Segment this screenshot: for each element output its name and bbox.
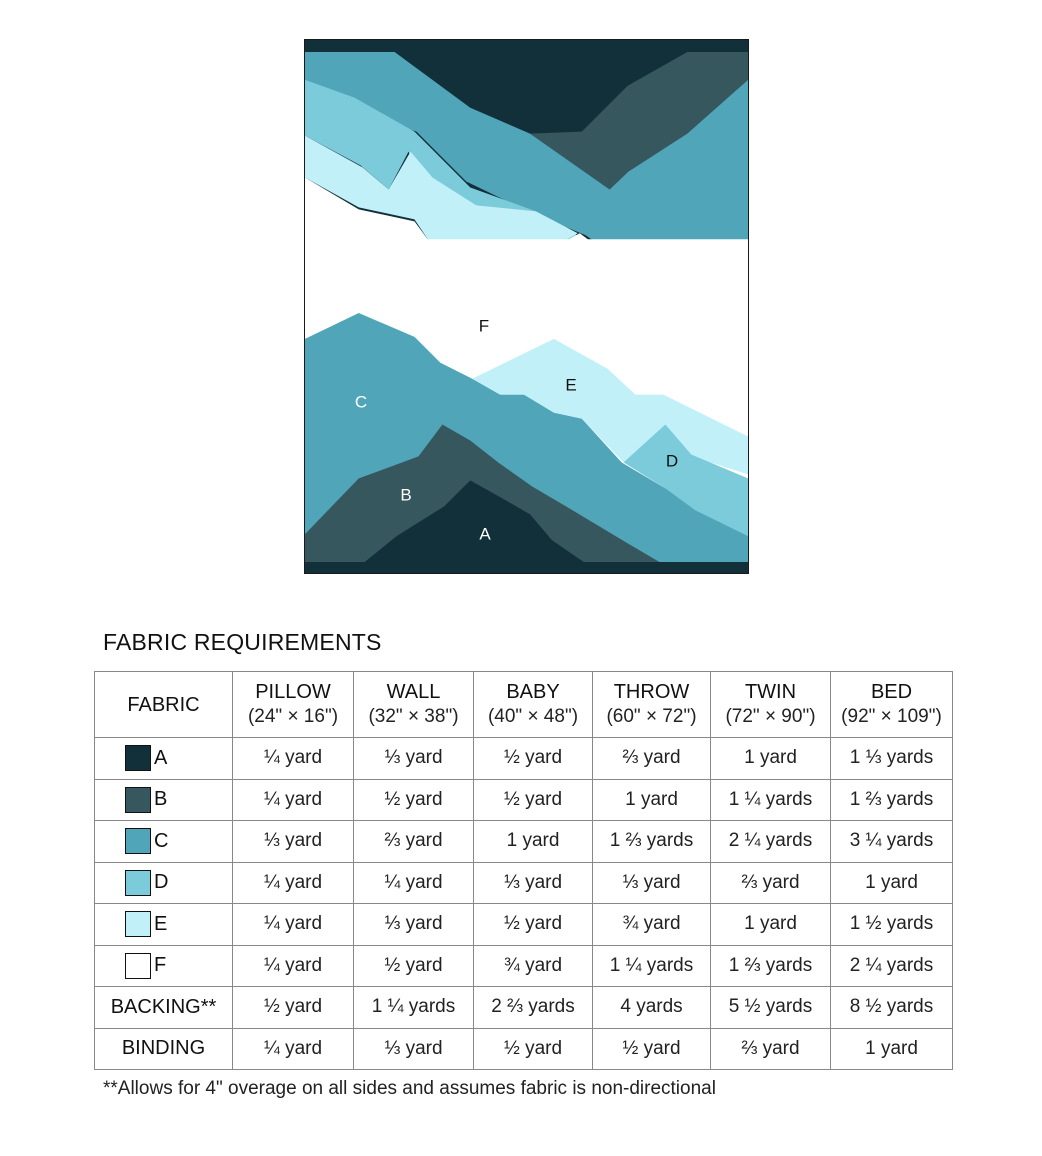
table-cell: 1 ⅓ yards <box>831 738 953 780</box>
quilt-svg <box>305 40 748 573</box>
section-title: FABRIC REQUIREMENTS <box>103 629 382 655</box>
size-dimensions: (40" × 48") <box>487 706 579 728</box>
fabric-swatch <box>125 911 151 937</box>
table-cell: 2 ¼ yards <box>831 945 953 987</box>
table-cell: ⅔ yard <box>354 821 474 863</box>
table-cell: ⅓ yard <box>354 904 474 946</box>
fabric-letter: B <box>154 788 168 811</box>
table-cell: 1 yard <box>831 862 953 904</box>
table-cell: 1 yard <box>593 779 711 821</box>
fabric-cell <box>95 821 233 863</box>
table-cell: ½ yard <box>354 779 474 821</box>
fabric-requirements-table <box>94 671 953 1070</box>
size-name: THROW <box>613 681 690 704</box>
table-cell: 4 yards <box>593 987 711 1029</box>
table-cell: ⅓ yard <box>593 862 711 904</box>
table-cell: ½ yard <box>474 738 593 780</box>
fabric-label <box>95 911 232 937</box>
table-cell: 5 ½ yards <box>711 987 831 1029</box>
quilt-label-b: B <box>400 485 412 505</box>
size-name: WALL <box>386 681 441 704</box>
table-cell: ½ yard <box>474 1028 593 1070</box>
quilt-diagram <box>304 39 749 574</box>
fabric-cell <box>95 904 233 946</box>
extra-row-1 <box>95 1028 953 1070</box>
fabric-letter: C <box>154 829 169 852</box>
table-cell: 1 yard <box>711 738 831 780</box>
table-cell: 1 ⅔ yards <box>711 945 831 987</box>
fabric-swatch <box>125 870 151 896</box>
table-cell: 1 ½ yards <box>831 904 953 946</box>
table-cell: ¾ yard <box>593 904 711 946</box>
fabric-label <box>95 787 232 813</box>
fabric-row-b <box>95 779 953 821</box>
fabric-letter: A <box>154 746 168 769</box>
size-dimensions: (24" × 16") <box>247 706 339 728</box>
size-header-throw <box>593 672 711 738</box>
table-cell: ¼ yard <box>233 1028 354 1070</box>
table-cell: ¼ yard <box>233 945 354 987</box>
table-cell: 2 ¼ yards <box>711 821 831 863</box>
table-cell: ⅓ yard <box>354 1028 474 1070</box>
fabric-letter: F <box>154 954 167 977</box>
extra-row-0 <box>95 987 953 1029</box>
size-dimensions: (60" × 72") <box>606 706 697 728</box>
table-cell: ¼ yard <box>233 779 354 821</box>
table-header-row <box>95 672 953 738</box>
table-cell: ½ yard <box>233 987 354 1029</box>
quilt-border-bottom <box>305 562 748 573</box>
fabric-label <box>95 828 232 854</box>
table-cell: ⅓ yard <box>354 738 474 780</box>
table-cell: 1 ¼ yards <box>354 987 474 1029</box>
fabric-label <box>95 953 232 979</box>
quilt-label-d: D <box>665 451 679 471</box>
table-cell: ⅔ yard <box>711 1028 831 1070</box>
table-cell: 1 yard <box>474 821 593 863</box>
size-dimensions: (72" × 90") <box>725 706 816 728</box>
table-cell: 1 ⅔ yards <box>593 821 711 863</box>
table-cell: ⅓ yard <box>474 862 593 904</box>
size-header-pillow <box>233 672 354 738</box>
size-dimensions: (92" × 109") <box>841 706 942 728</box>
fabric-cell <box>95 779 233 821</box>
fabric-row-d <box>95 862 953 904</box>
fabric-letter: E <box>154 912 168 935</box>
fabric-swatch <box>125 953 151 979</box>
footnote: **Allows for 4" overage on all sides and assumes fabric is non-directional <box>103 1078 716 1099</box>
fabric-cell <box>95 945 233 987</box>
fabric-column-header: FABRIC <box>95 672 233 738</box>
table-cell: ¼ yard <box>233 862 354 904</box>
table-cell: ¼ yard <box>354 862 474 904</box>
table-cell: 2 ⅔ yards <box>474 987 593 1029</box>
table-cell: ⅔ yard <box>593 738 711 780</box>
table-cell: 8 ½ yards <box>831 987 953 1029</box>
size-name: BED <box>870 681 913 704</box>
fabric-label <box>95 745 232 771</box>
quilt-label-c: C <box>354 392 368 412</box>
fabric-letter: D <box>154 871 169 894</box>
row-label: BACKING** <box>95 987 233 1029</box>
fabric-row-c <box>95 821 953 863</box>
fabric-cell <box>95 738 233 780</box>
fabric-swatch <box>125 828 151 854</box>
table-cell: 1 yard <box>831 1028 953 1070</box>
row-label: BINDING <box>95 1028 233 1070</box>
fabric-row-f <box>95 945 953 987</box>
quilt-label-a: A <box>479 524 491 544</box>
size-header-wall <box>354 672 474 738</box>
table-cell: 1 ¼ yards <box>711 779 831 821</box>
fabric-label <box>95 870 232 896</box>
table-cell: 1 ¼ yards <box>593 945 711 987</box>
table-cell: ⅓ yard <box>233 821 354 863</box>
size-header-twin <box>711 672 831 738</box>
fabric-row-e <box>95 904 953 946</box>
quilt-label-f: F <box>478 316 490 336</box>
size-header-baby <box>474 672 593 738</box>
size-name: PILLOW <box>255 681 331 704</box>
table-cell: ⅔ yard <box>711 862 831 904</box>
table-cell: 3 ¼ yards <box>831 821 953 863</box>
fabric-swatch <box>125 745 151 771</box>
table-cell: ¼ yard <box>233 904 354 946</box>
size-header-bed <box>831 672 953 738</box>
fabric-swatch <box>125 787 151 813</box>
table-cell: ½ yard <box>593 1028 711 1070</box>
table-cell: ¾ yard <box>474 945 593 987</box>
size-name: TWIN <box>744 681 797 704</box>
size-name: BABY <box>506 681 560 704</box>
table-cell: ½ yard <box>474 904 593 946</box>
fabric-row-a <box>95 738 953 780</box>
table-cell: 1 ⅔ yards <box>831 779 953 821</box>
quilt-label-e: E <box>565 375 577 395</box>
quilt-border-top <box>305 40 748 52</box>
table-cell: ½ yard <box>354 945 474 987</box>
size-dimensions: (32" × 38") <box>368 706 459 728</box>
table-cell: ½ yard <box>474 779 593 821</box>
table-cell: ¼ yard <box>233 738 354 780</box>
table-body <box>95 738 953 1070</box>
fabric-cell <box>95 862 233 904</box>
table-cell: 1 yard <box>711 904 831 946</box>
